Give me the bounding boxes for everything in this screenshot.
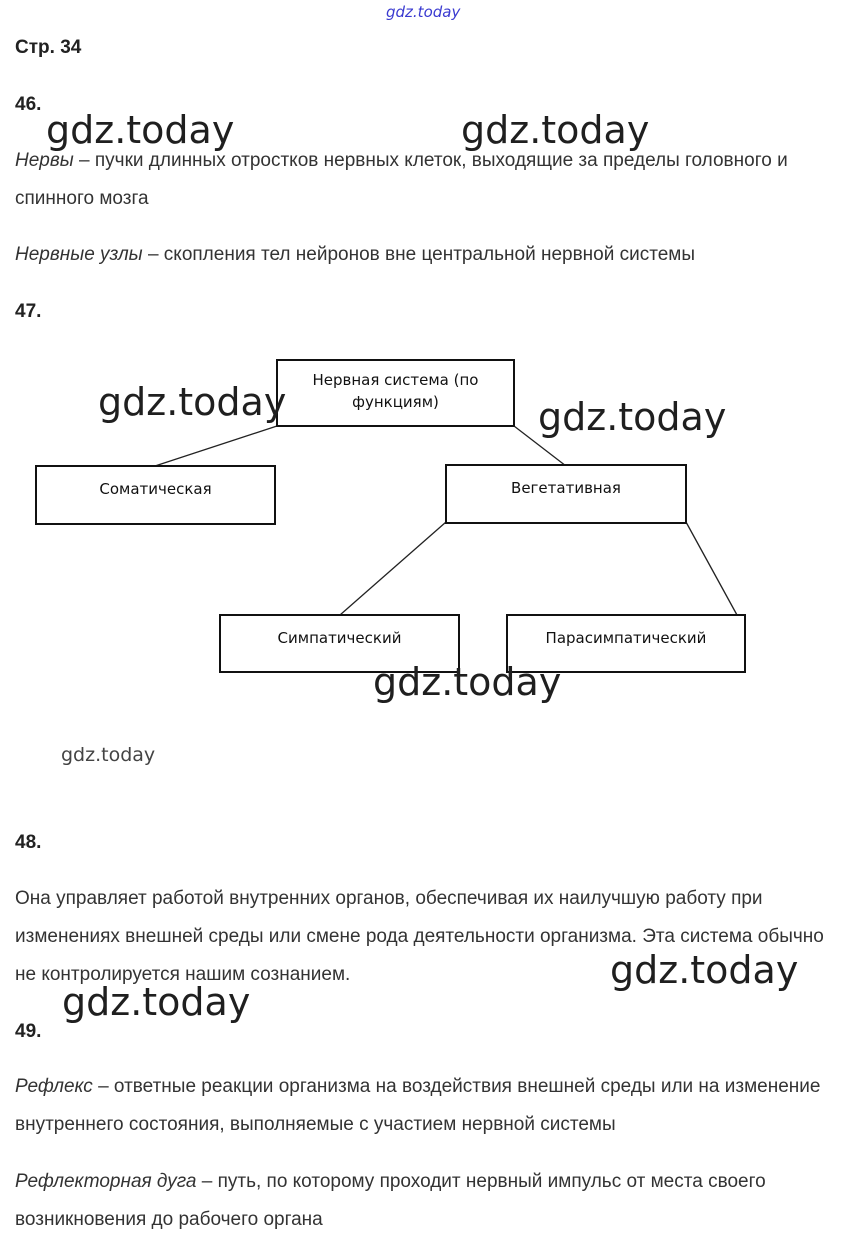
q46-text-nerves: – пучки длинных отростков нервных клеток, выходящие за пределы головного и спинного мозга	[15, 150, 788, 209]
diagram-node-vegetative-label: Вегетативная	[511, 479, 621, 497]
diagram-node-root-label: Нервная система (по функциям)	[312, 371, 479, 411]
diagram-node-somatic	[35, 465, 276, 525]
q49-definition-reflex	[15, 1068, 845, 1144]
watermark: gdz.today	[461, 108, 650, 152]
q46-term-ganglia: Нервные узлы	[15, 244, 143, 265]
watermark: gdz.today	[46, 108, 235, 152]
diagram-node-sympathetic-label: Симпатический	[277, 629, 402, 647]
diagram-node-parasympathetic-label: Парасимпатический	[545, 629, 707, 647]
question-47-number: 47.	[15, 301, 42, 322]
q49-definition-reflex-arc	[15, 1163, 845, 1239]
watermark: gdz.today	[538, 395, 727, 439]
watermark: gdz.today	[610, 948, 799, 992]
diagram-node-somatic-label: Соматическая	[99, 480, 212, 498]
q49-term-reflex-arc: Рефлекторная дуга	[15, 1171, 197, 1192]
question-46-number: 46.	[15, 94, 42, 115]
connector-root-left	[155, 426, 277, 466]
watermark: gdz.today	[373, 660, 562, 704]
q49-term-reflex: Рефлекс	[15, 1076, 93, 1097]
watermark: gdz.today	[61, 744, 156, 766]
q48-answer-text: Она управляет работой внутренних органов, обеспечивая их наилучшую работу при изменениях внешней среды или смене рода деятельности организма. Эта система обычно не контролируется нашим сознанием.	[15, 888, 824, 985]
q49-text-reflex-arc: – путь, по которому проходит нервный импульс от места своего возникновения до рабочего органа	[15, 1171, 766, 1230]
diagram-node-root	[276, 359, 515, 427]
q46-term-nerves: Нервы	[15, 150, 74, 171]
watermark: gdz.today	[98, 380, 287, 424]
question-49-number: 49.	[15, 1021, 42, 1042]
diagram-node-vegetative	[445, 464, 687, 524]
q49-text-reflex: – ответные реакции организма на воздействия внешней среды или на изменение внутреннего состояния, выполняемые с участием нервной системы	[15, 1076, 821, 1135]
connector-veg-parasymp	[686, 522, 737, 615]
page-label: Стр. 34	[15, 37, 82, 58]
top-watermark: gdz.today	[386, 3, 461, 21]
question-48-number: 48.	[15, 832, 42, 853]
watermark: gdz.today	[62, 980, 251, 1024]
q46-text-ganglia: – скопления тел нейронов вне центральной нервной системы	[142, 244, 696, 265]
connector-veg-symp	[340, 522, 446, 615]
